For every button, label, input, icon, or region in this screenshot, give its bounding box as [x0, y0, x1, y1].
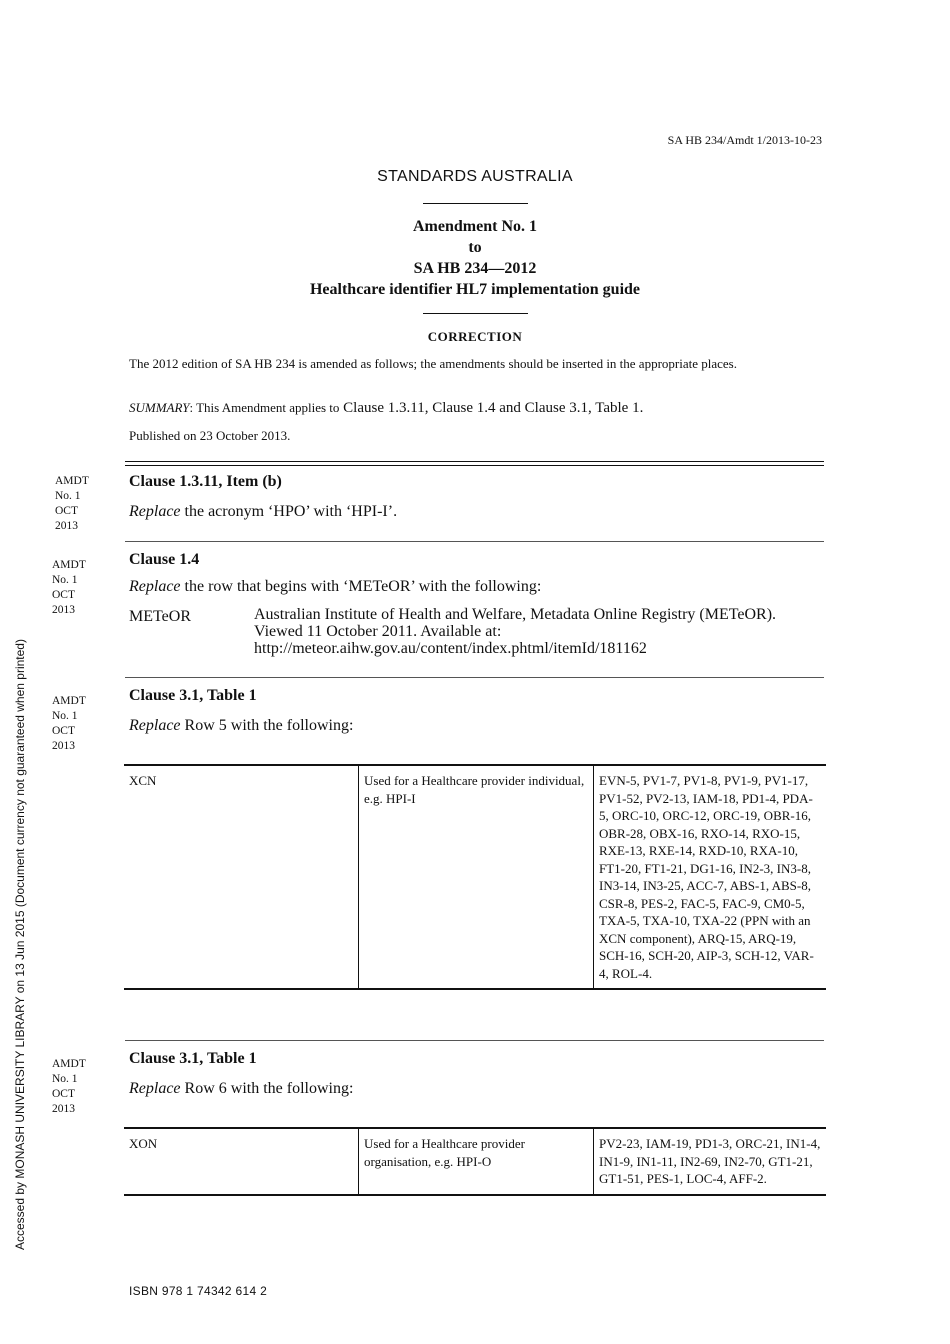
table-row	[124, 1128, 826, 1195]
definition-term: METeOR	[129, 608, 191, 625]
access-watermark: Accessed by MONASH UNIVERSITY LIBRARY on 13 Jun 2015 (Document currency not guaranteed when printed)	[13, 639, 27, 1250]
amendment-marker	[52, 558, 97, 618]
summary-prefix: : This Amendment applies to	[189, 400, 340, 415]
fields-cell: EVN-5, PV1-7, PV1-8, PV1-9, PV1-17, PV1-52, PV2-13, IAM-18, PD1-4, PDA-5, ORC-10, ORC-12, ORC-19, OBR-16, OBR-28, OBX-16, RXO-14, RXO-15, RXE-13, RXE-14, RXD-10, RXA-10, FT1-20, FT1-21, DG1-16, IN2-3, IN3-8, IN3-14, IN3-25, ACC-7, ABS-1, ABS-8, CSR-8, PES-2, FAC-5, FAC-9, CM0-5, TXA-5, TXA-10, TXA-22 (PPN with an XCN component), ARQ-15, ARQ-19, SCH-16, SCH-20, AIP-3, SCH-12, VAR-4, ROL-4.	[594, 765, 827, 989]
definition-text: Australian Institute of Health and Welfare, Metadata Online Registry (METeOR). Viewed 11 October 2011. Available at: http://meteor.aihw.gov.au/content/index.phtml/itemId/181162	[254, 606, 777, 657]
fields-cell: PV2-23, IAM-19, PD1-3, ORC-21, IN1-4, IN1-9, IN1-11, IN2-69, IN2-70, GT1-21, GT1-51, PES-1, LOC-4, AFF-2.	[594, 1128, 827, 1195]
marker-month: OCT	[52, 589, 75, 601]
amendment-instruction	[129, 717, 353, 735]
document-reference: SA HB 234/Amdt 1/2013-10-23	[667, 133, 822, 147]
marker-amdt: AMDT	[52, 1058, 86, 1070]
amendment-marker	[55, 474, 100, 534]
title-divider-bottom	[423, 313, 528, 314]
instruction-verb: Replace	[129, 503, 181, 520]
replacement-table-row5	[124, 764, 826, 990]
amendment-title: Amendment No. 1	[413, 218, 537, 235]
amendment-marker	[52, 694, 97, 754]
marker-year: 2013	[52, 1103, 75, 1115]
instruction-verb: Replace	[129, 1080, 181, 1097]
data-type-cell: XCN	[129, 773, 157, 788]
correction-label: CORRECTION	[427, 329, 523, 344]
description-cell: Used for a Healthcare provider individual, e.g. HPI-I	[359, 765, 594, 989]
section-divider	[125, 1040, 824, 1041]
table-row	[124, 765, 826, 989]
data-type-cell: XON	[129, 1136, 158, 1151]
section-divider	[125, 541, 824, 542]
marker-month: OCT	[52, 725, 75, 737]
marker-year: 2013	[55, 520, 78, 532]
marker-number: No. 1	[52, 1073, 78, 1085]
section-divider	[125, 677, 824, 678]
amendment-instruction	[129, 503, 397, 521]
summary-text: Clause 1.3.11, Clause 1.4 and Clause 3.1, Table 1.	[339, 400, 644, 416]
clause-heading: Clause 1.4	[129, 551, 200, 568]
instruction-verb: Replace	[129, 717, 181, 734]
clause-heading: Clause 1.3.11, Item (b)	[129, 473, 282, 490]
instruction-verb: Replace	[129, 578, 181, 595]
amended-statement: The 2012 edition of SA HB 234 is amended as follows; the amendments should be inserted in the appropriate places.	[129, 356, 737, 371]
standard-number: SA HB 234—2012	[413, 260, 537, 277]
marker-number: No. 1	[52, 710, 78, 722]
replacement-table-row6	[124, 1127, 826, 1196]
isbn: ISBN 978 1 74342 614 2	[129, 1284, 268, 1298]
organisation-name: STANDARDS AUSTRALIA	[377, 168, 573, 185]
marker-amdt: AMDT	[52, 695, 86, 707]
title-to: to	[468, 239, 482, 256]
description-cell: Used for a Healthcare provider organisation, e.g. HPI-O	[359, 1128, 594, 1195]
marker-number: No. 1	[55, 490, 81, 502]
marker-year: 2013	[52, 740, 75, 752]
title-divider-top	[423, 203, 528, 204]
summary	[129, 399, 821, 417]
marker-month: OCT	[52, 1088, 75, 1100]
standard-title: Healthcare identifier HL7 implementation guide	[309, 281, 641, 298]
instruction-text: the row that begins with ‘METeOR’ with the following:	[180, 578, 542, 595]
amendment-instruction	[129, 1080, 353, 1098]
marker-year: 2013	[52, 604, 75, 616]
published-date: Published on 23 October 2013.	[129, 428, 291, 443]
marker-month: OCT	[55, 505, 78, 517]
instruction-text: Row 5 with the following:	[180, 717, 354, 734]
clause-heading: Clause 3.1, Table 1	[129, 1050, 257, 1067]
section-divider	[125, 461, 824, 466]
amendment-marker	[52, 1057, 97, 1117]
marker-amdt: AMDT	[55, 475, 89, 487]
summary-label: SUMMARY	[129, 400, 190, 415]
marker-amdt: AMDT	[52, 559, 86, 571]
clause-heading: Clause 3.1, Table 1	[129, 687, 257, 704]
amendment-instruction	[129, 578, 541, 596]
instruction-text: Row 6 with the following:	[180, 1080, 354, 1097]
instruction-text: the acronym ‘HPO’ with ‘HPI-I’.	[180, 503, 398, 520]
marker-number: No. 1	[52, 574, 78, 586]
